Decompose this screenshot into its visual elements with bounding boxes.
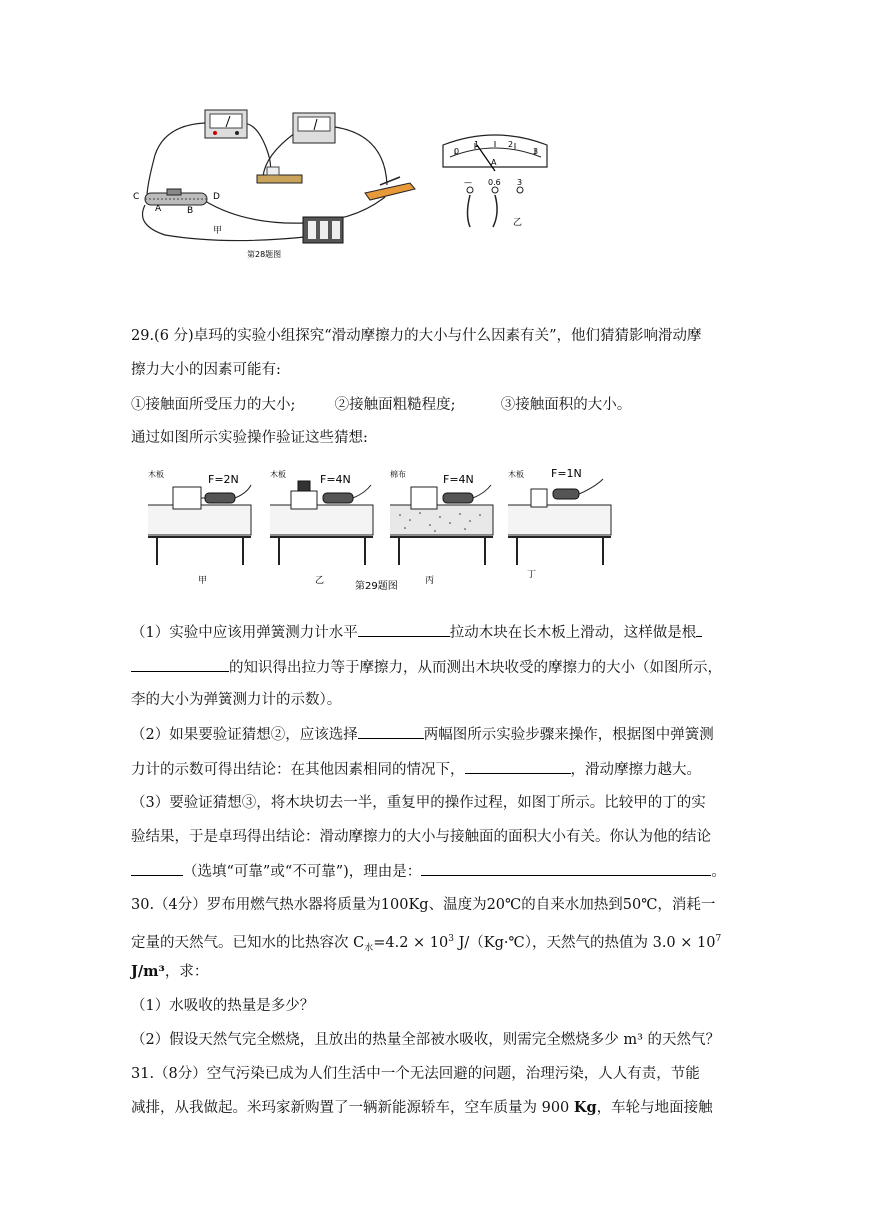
q29-p2-text-c: 力计的示数可得出结论：在其他因素相同的情况下， xyxy=(131,762,465,778)
q29-p3-line2: 验结果，于是卓玛得出结论：滑动摩擦力的大小与接触面的面积大小有关。你认为他的结论 xyxy=(131,829,711,845)
q29-guesses xyxy=(131,395,631,415)
figure-29 xyxy=(143,465,613,595)
q31-line2-a: 减排，从我做起。米玛家新购置了一辆新能源轿车，空车质量为 900 xyxy=(131,1100,574,1116)
fig29-caption: 第29题图 xyxy=(355,581,398,592)
surface-label: 棉布 xyxy=(390,470,406,479)
guess-3: ③接触面积的大小。 xyxy=(500,397,632,413)
answer-blank-6[interactable] xyxy=(421,861,711,876)
q29-p2-line2 xyxy=(131,759,701,780)
q30-line2-b: =4.2 × 10 xyxy=(373,934,449,951)
q31-line2-b: ，车轮与地面接触 xyxy=(596,1100,713,1116)
q31-kg: Kg xyxy=(573,1099,597,1116)
q30-line2-sub: 水 xyxy=(364,943,374,954)
answer-blank-2[interactable] xyxy=(131,657,229,672)
q29-p1-line1 xyxy=(131,622,702,643)
q30-line2-c: J/（Kg·℃），天然气的热值为 3.0 × 10 xyxy=(453,934,716,951)
q29-intro-2: 擦力大小的因素可能有: xyxy=(131,362,281,378)
label-c: C xyxy=(133,192,140,202)
ammeter-1-icon xyxy=(205,110,247,138)
label-a: A xyxy=(155,204,162,214)
terminal-3: 3 xyxy=(517,178,523,187)
switch-icon xyxy=(365,177,415,200)
q31-line1: 31.（8分）空气污染已成为人们生活中一个无法回避的问题，治理污染，人人有责，节能 xyxy=(131,1066,700,1082)
q29-p3-text-c: （选填“可靠”或“不可靠”)，理由是： xyxy=(183,864,422,880)
label-b: B xyxy=(187,206,194,216)
fig28-caption: 第28题图 xyxy=(247,250,282,259)
q29-p2-text-d: ，滑动摩擦力越大。 xyxy=(570,762,701,778)
q29-p1-text-c: 的知识得出拉力等于摩擦力，从而测出木块收受的摩擦力的大小（如图所示， xyxy=(229,660,722,676)
surface-label: 木板 xyxy=(270,470,286,479)
terminal-06: 0.6 xyxy=(488,178,501,187)
q30-q2: （2）假设天然气完全燃烧，且放出的热量全部被水吸收，则需完全燃烧多少 m³ 的天然气？ xyxy=(131,1032,721,1048)
dial-unit: A xyxy=(491,158,497,167)
guess-1: ①接触面所受压力的大小; xyxy=(131,397,296,413)
answer-blank-3[interactable] xyxy=(358,724,424,739)
panel-jia xyxy=(148,469,251,586)
q29-p2-line1 xyxy=(131,724,714,745)
q29-intro-3: 通过如图所示实验操作验证这些猜想: xyxy=(131,430,368,446)
q29-p3-line3 xyxy=(131,861,726,882)
q29-intro-1: 29.(6 分)卓玛的实验小组探究“滑动摩擦力的大小与什么因素有关”，他们猜猜影响滑动摩 xyxy=(131,328,702,344)
force-label: F=1N xyxy=(551,467,582,480)
panel-caption: 乙 xyxy=(315,576,325,586)
figure-28 xyxy=(125,105,565,265)
q29-p1-line2 xyxy=(131,657,722,678)
q30-line3-b: ，求： xyxy=(164,964,209,980)
battery-icon xyxy=(303,217,343,243)
surface-label: 木板 xyxy=(508,470,524,479)
answer-blank-4[interactable] xyxy=(465,759,571,774)
answer-blank-1b xyxy=(696,622,702,637)
q31-line2 xyxy=(131,1098,713,1118)
q29-p1-text-b: 拉动木块在长木板上滑动，这样做是根 xyxy=(449,625,697,641)
terminal-neg: — xyxy=(464,178,472,187)
q29-p3-text-d: 。 xyxy=(711,864,726,880)
dial-tick-1: 1 xyxy=(474,140,480,149)
q30-line2-a: 定量的天然气。已知水的比热容次 C xyxy=(131,934,365,951)
panel-bing xyxy=(390,469,493,586)
rheostat-icon xyxy=(145,189,207,205)
guess-2: ②接触面粗糙程度; xyxy=(334,397,456,413)
q30-exp2: 7 xyxy=(715,934,722,944)
panel-ding xyxy=(508,467,611,580)
voltmeter-icon xyxy=(293,113,335,143)
panel-caption: 丁 xyxy=(527,570,537,580)
q30-line1: 30.（4分）罗布用燃气热水器将质量为100Kg、温度为20℃的自来水加热到50℃，消耗一 xyxy=(131,897,716,913)
q29-p3-line1: （3）要验证猜想③，将木块切去一半，重复甲的操作过程，如图丁所示。比较甲的丁的实 xyxy=(131,795,706,811)
answer-blank-5[interactable] xyxy=(131,861,183,876)
panel-caption: 甲 xyxy=(198,576,208,586)
force-label: F=2N xyxy=(208,473,239,486)
resistor-icon xyxy=(257,167,302,183)
q29-p1-line3: 李的大小为弹簧测力计的示数）。 xyxy=(131,692,342,708)
q30-exp1: 3 xyxy=(448,934,454,944)
force-label: F=4N xyxy=(443,473,474,486)
label-d: D xyxy=(213,192,220,202)
force-label: F=4N xyxy=(320,473,351,486)
q29-p2-text-a: （2）如果要验证猜想②，应该选择 xyxy=(131,727,358,743)
answer-blank-1[interactable] xyxy=(358,622,450,637)
q29-p1-text-a: （1）实验中应该用弹簧测力计水平 xyxy=(131,625,358,641)
q30-q1: （1）水吸收的热量是多少？ xyxy=(131,998,315,1014)
q30-line3 xyxy=(131,962,208,982)
label-yi: 乙 xyxy=(513,218,523,228)
q29-p2-text-b: 两幅图所示实验步骤来操作，根据图中弹簧测 xyxy=(423,727,714,743)
q30-unit: J/m³ xyxy=(131,963,165,980)
dial-tick-3: 3 xyxy=(533,147,539,156)
dial-tick-2: 2 xyxy=(508,140,514,149)
label-jia: 甲 xyxy=(213,226,223,236)
panel-yi xyxy=(270,469,373,586)
dial-tick-0: 0 xyxy=(454,147,460,156)
q30-line2 xyxy=(131,929,721,959)
panel-caption: 丙 xyxy=(425,576,435,586)
surface-label: 木板 xyxy=(148,470,164,479)
